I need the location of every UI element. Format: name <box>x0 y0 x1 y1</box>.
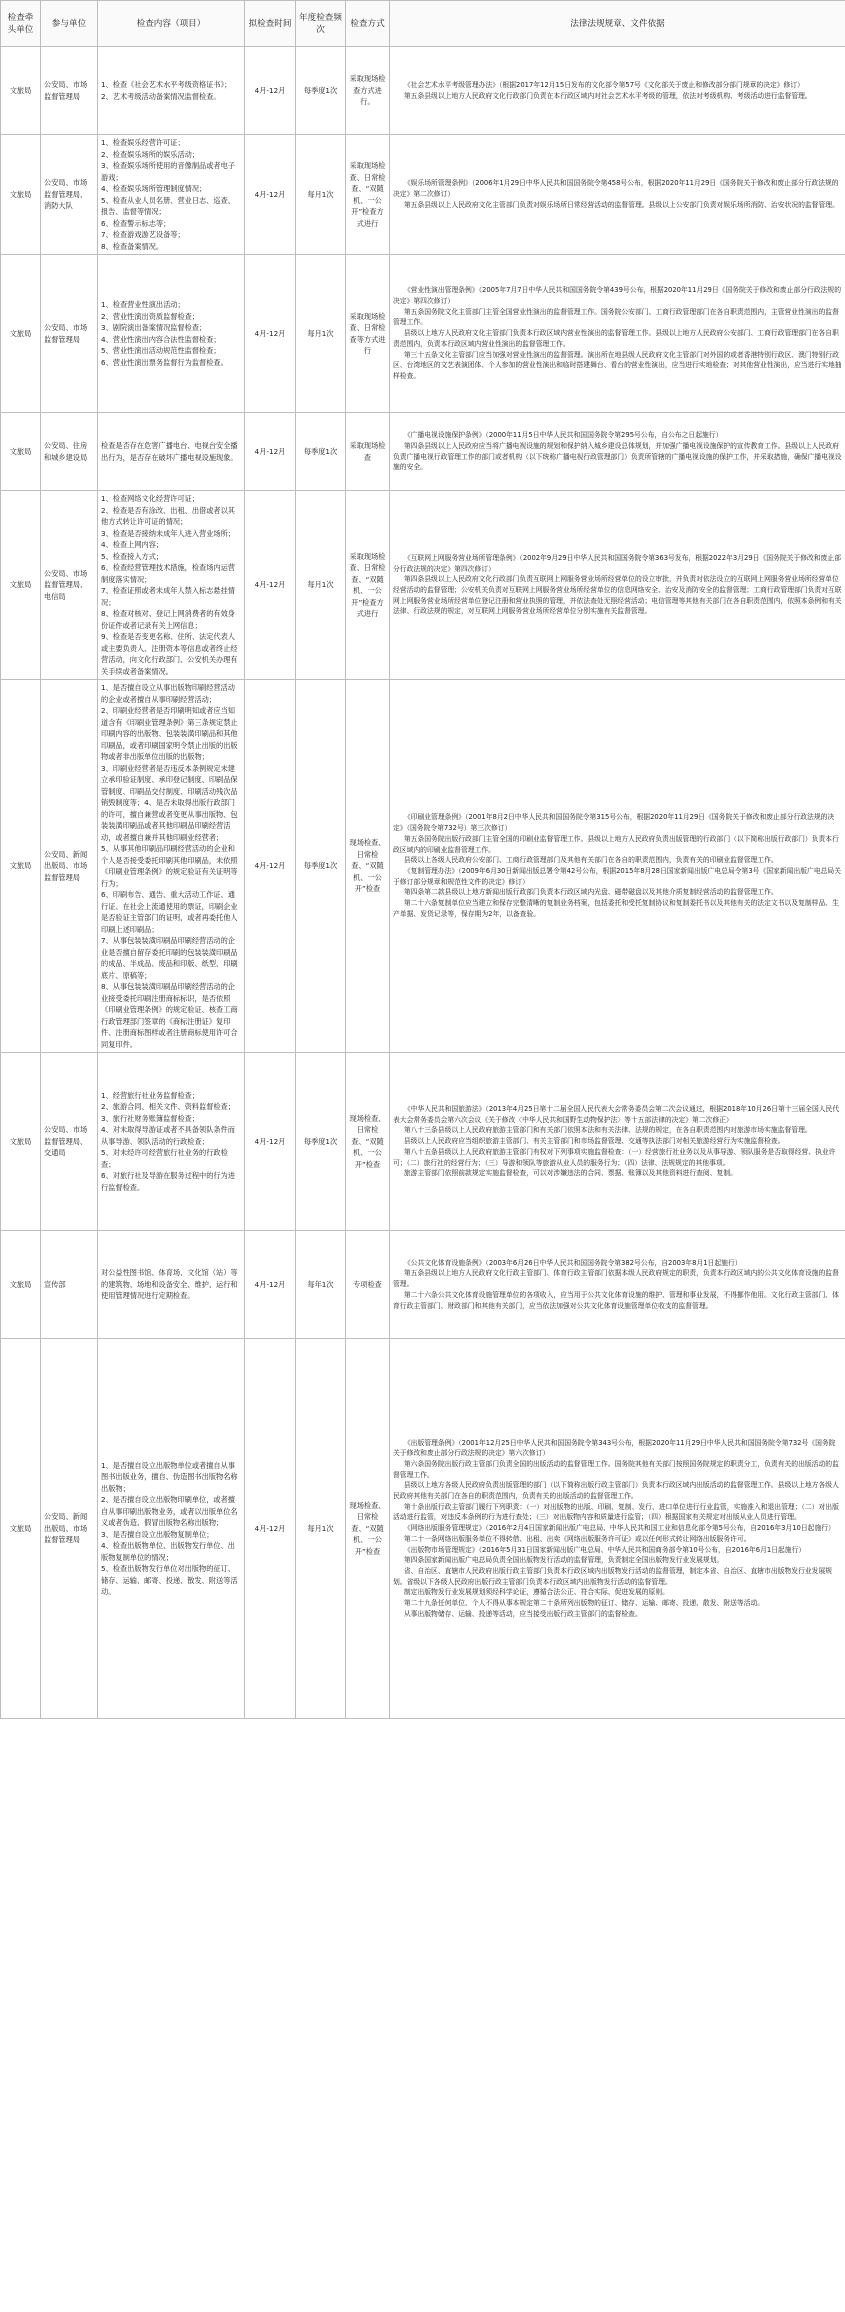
basis-paragraph: 《娱乐场所管理条例》（2006年1月29日中华人民共和国国务院令第458号公布，根据2020年11月29日《国务院关于修改和废止部分行政法规的决定》第二次修订） <box>393 179 839 199</box>
time-cell: 4月-12月 <box>245 1231 296 1339</box>
lead-unit-cell: 文旅局 <box>1 413 41 491</box>
basis-paragraph: 第二十一条网络出版服务单位不得转借、出租、出卖《网络出版服务许可证》或以任何形式转让网络出版服务许可。 <box>403 1534 751 1543</box>
content-cell <box>98 680 245 1053</box>
basis-paragraph: 《网络出版服务管理规定》（2016年2月4日国家新闻出版广电总局、中华人民共和国工业和信息化部令第5号公布，自2016年3月10日起施行） <box>403 1524 835 1533</box>
time-cell: 4月-12月 <box>245 47 296 135</box>
header-frequency: 年度检查频次 <box>296 1 346 47</box>
content-item: 7、检查证照或者未成年人禁入标志悬挂情况； <box>101 586 235 607</box>
basis-paragraph: 第五条国务院文化主管部门主管全国营业性演出的监督管理工作。国务院公安部门、工商行政管理部门在各自职责范围内，主管营业性演出的监督管理工作。 <box>393 307 839 327</box>
basis-paragraph: 第八十三条县级以上人民政府旅游主管部门和有关部门依照本法和有关法律、法规的规定，在各自职责范围内对旅游市场实施监督管理。 <box>403 1126 812 1135</box>
method-cell: 专项检查 <box>346 1231 390 1339</box>
content-item: 8、检查对核对、登记上网消费者的有效身份证件或者记录有关上网信息； <box>101 609 235 630</box>
content-item: 4、营业性演出内容合法性监督检查； <box>101 334 221 344</box>
basis-paragraph: 《印刷业管理条例》（2001年8月2日中华人民共和国国务院令第315号公布，根据2020年11月29日《国务院关于修改和废止部分行政法规的决定》（国务院令第732号）第三次修订） <box>393 813 835 833</box>
frequency-cell: 每季度1次 <box>296 1053 346 1231</box>
method-cell: 现场检查、日常检查、“双随机、一公开”检查 <box>346 1339 390 1719</box>
content-item: 1、检查娱乐经营许可证； <box>101 138 185 147</box>
table-row <box>1 47 845 135</box>
basis-paragraph: 第五条国务院出版行政部门主管全国的印刷业监督管理工作。县级以上地方人民政府负责出版管理的行政部门（以下简称出版行政部门）负责本行政区域内的印刷业监督管理工作。 <box>393 834 839 854</box>
content-item: 9、检查是否变更名称、住所、法定代表人或主要负责人、注册资本等信息或者终止经营活动，向文化行政部门、公安机关办理有关手续或者备案情况。 <box>101 632 238 676</box>
basis-paragraph: 县级以上各级人民政府公安部门、工商行政管理部门及其他有关部门在各自的职责范围内，负责有关的印刷业监督管理工作。 <box>403 856 778 865</box>
table-row <box>1 1053 845 1231</box>
time-cell: 4月-12月 <box>245 413 296 491</box>
content-item: 3、剧院演出备案情况监督检查； <box>101 323 207 332</box>
time-cell: 4月-12月 <box>245 1339 296 1719</box>
table-row <box>1 255 845 413</box>
method-cell: 采取现场检查方式进行。 <box>346 47 390 135</box>
content-item: 5、对未经许可经营旅行社业务的行政检查； <box>101 1148 228 1169</box>
method-cell: 现场检查、日常检查、“双随机、一公开”检查 <box>346 680 390 1053</box>
basis-paragraph: 第六条国务院出版行政主管部门负责全国的出版活动的监督管理工作。国务院其他有关部门按照国务院规定的职责分工，负责有关的出版活动的监督管理工作。 <box>393 1459 839 1479</box>
header-method: 检查方式 <box>346 1 390 47</box>
content-item: 对公益性图书馆、体育场、文化馆（站）等的建筑物、场地和设备安全、维护、运行和使用管理情况进行定期检查。 <box>101 1268 238 1301</box>
basis-paragraph: 《复制管理办法》（2009年6月30日新闻出版总署令第42号公布，根据2015年8月28日国家新闻出版广电总局令第3号《国家新闻出版广电总局关于修订部分规章和规范性文件的决定》修订） <box>393 867 842 886</box>
method-cell: 采取现场检查、日常检查等方式进行 <box>346 255 390 413</box>
basis-paragraph: 《广播电视设施保护条例》（2000年11月5日中华人民共和国国务院令第295号公布，自公布之日起施行） <box>403 431 723 440</box>
content-cell <box>98 255 245 413</box>
basis-cell <box>390 47 845 135</box>
frequency-cell: 每月1次 <box>296 135 346 255</box>
participants-cell: 公安局、新闻出版局、市场监督管理局 <box>41 680 98 1053</box>
participants-cell: 公安局、市场监督管理局、交通局 <box>41 1053 98 1231</box>
table-header-row <box>1 1 845 47</box>
content-item: 3、检查是否接纳未成年人进入营业场所；4、检查上网内容； <box>101 528 235 549</box>
frequency-cell: 每季度1次 <box>296 680 346 1053</box>
basis-paragraph: 第四条县级以上人民政府文化行政部门负责互联网上网服务营业场所经营单位的设立审批，并负责对依法设立的互联网上网服务营业场所经营单位经营活动的监督管理；公安机关负责对互联网上网服务营业场所经营单位的信息网络安全、治安及消防安全的监督管理；工商行政管理部门负责对互联网上网服务营业场所经营单位登记注册和营业执照的管理，并依法查处无照经营活动；电信管理等其他有关部门在各自职责范围内，依照本条例和有关法律、行政法规的规定，对互联网上网服务营业场所经营单位分别实施有关监督管理。 <box>393 575 842 616</box>
content-item: 检查是否存在危害广播电台、电视台安全播出行为，是否存在破坏广播电视设施现象。 <box>101 441 238 462</box>
header-participants: 参与单位 <box>41 1 98 47</box>
basis-cell <box>390 680 845 1053</box>
basis-paragraph: 省、自治区、直辖市人民政府出版行政主管部门负责本行政区域内出版物发行活动的监督管理，制定本省、自治区、直辖市出版物发行业发展规划。省级以下各级人民政府出版行政主管部门负责本行政区域内出版物发行活动的监督管理。 <box>393 1566 833 1586</box>
basis-paragraph: 第二十六条公共文化体育设施管理单位的各项收入，应当用于公共文化体育设施的维护、管理和事业发展，不得挪作他用。文化行政主管部门、体育行政主管部门、财政部门和其他有关部门，应当依法加强对公共文化体育设施管理单位收支的监督管理。 <box>393 1290 839 1310</box>
content-item: 7、从事包装装潢印刷品印刷经营活动的企业是否擅自留存委托印刷的包装装潢印刷品的成品、半成品、废品和印版、纸型、印刷底片、原稿等； <box>101 936 238 980</box>
basis-cell <box>390 1339 845 1719</box>
content-item: 2、印刷业经营者是否印刷明知或者应当知道含有《印刷业管理条例》第三条规定禁止印刷内容的出版物、包装装潢印刷品和其他印刷品，或者印刷国家明令禁止出版的出版物或者非出版单位出版的出版物； <box>101 706 238 761</box>
content-item: 5、营业性演出活动规范性监督检查； <box>101 346 221 355</box>
header-basis: 法律法规规章、文件依据 <box>390 1 845 47</box>
table-row <box>1 491 845 680</box>
content-item: 2、检查娱乐场所的娱乐活动； <box>101 149 200 159</box>
method-cell: 采取现场检查 <box>346 413 390 491</box>
basis-cell <box>390 255 845 413</box>
participants-cell: 公安局、新闻出版局、市场监督管理局 <box>41 1339 98 1719</box>
time-cell: 4月-12月 <box>245 255 296 413</box>
basis-paragraph: 第五条县级以上地方人民政府文化行政主管部门、体育行政主管部门依据本级人民政府规定的职责，负责本行政区域内的公共文化体育设施的监督管理。 <box>393 1269 839 1289</box>
basis-cell <box>390 135 845 255</box>
frequency-cell: 每季度1次 <box>296 47 346 135</box>
participants-cell: 公安局、市场监督管理局、电信局 <box>41 491 98 680</box>
content-item: 6、检查警示标志等； <box>101 218 171 228</box>
time-cell: 4月-12月 <box>245 491 296 680</box>
basis-cell <box>390 491 845 680</box>
content-item: 6、对旅行社及导游在服务过程中的行为进行监督检查。 <box>101 1171 235 1192</box>
content-item: 2、旅游合同、相关文件、资料监督检查；3、旅行社财务账簿监督检查； <box>101 1102 235 1123</box>
table-row <box>1 1339 845 1719</box>
content-cell <box>98 413 245 491</box>
basis-paragraph: 《中华人民共和国旅游法》（2013年4月25日第十二届全国人民代表大会常务委员会第二次会议通过，根据2018年10月26日第十三届全国人民代表大会常务委员会第六次会议《关于修改〈中华人民共和国野生动物保护法〉等十五部法律的决定》第二次修正） <box>393 1105 840 1124</box>
participants-cell: 公安局、市场监督管理局、消防大队 <box>41 135 98 255</box>
content-item: 5、检查接入方式； <box>101 551 164 561</box>
basis-paragraph: 《公共文化体育设施条例》（2003年6月26日中华人民共和国国务院令第382号公布，自2003年8月1日起施行） <box>403 1258 742 1267</box>
content-item: 4、检查娱乐场所管理制度情况； <box>101 184 207 193</box>
content-item: 6、检查经营管理技术措施，检查场内运营制度落实情况； <box>101 563 235 584</box>
content-item: 6、印刷布告、通告、重大活动工作证、通行证、在社会上流通使用的票证，印刷企业是否验证主管部门的证明，或者再委托他人印刷上述印刷品； <box>101 890 238 934</box>
basis-cell <box>390 1231 845 1339</box>
time-cell: 4月-12月 <box>245 135 296 255</box>
content-item: 3、是否擅自设立出版物复制单位； <box>101 1529 214 1539</box>
content-item: 5、从事其他印刷品印刷经营活动的企业和个人是否接受委托印刷其他印刷品，未依照《印刷业管理条例》的规定验证有关证明等行为； <box>101 844 238 888</box>
method-cell: 采取现场检查、日常检查、“双随机、一公开”检查方式进行 <box>346 491 390 680</box>
frequency-cell: 每季度1次 <box>296 413 346 491</box>
content-item: 1、是否擅自设立出版物单位或者擅自从事图书出版业务，擅自、伪造图书出版物名称出版物； <box>101 1460 238 1493</box>
content-cell <box>98 135 245 255</box>
basis-paragraph: 第四条第二款县级以上地方新闻出版行政部门负责本行政区域内光盘、磁带磁盘以及其他介质复制经营活动的监督管理工作。 <box>403 888 778 897</box>
basis-paragraph: 第二十九条任何单位、个人不得从事本规定第二十条所列出版物的征订、储存、运输、邮寄、投递、散发、附送等活动。 <box>403 1599 765 1608</box>
basis-paragraph: 第二十六条复制单位应当建立和保存完整清晰的复制业务档案，包括委托和受托复制协议和复制委托书以及其他有关的法定文书以及复制样品、生产单据、发货记录等，保存期为2年，以备查验。 <box>393 899 839 918</box>
header-time: 拟检查时间 <box>245 1 296 47</box>
content-item: 3、检查娱乐场所使用的音像制品或者电子游戏； <box>101 161 235 182</box>
content-item: 5、检查出版物发行单位对出版物的征订、储存、运输、邮寄、投递、散发、附送等活动。 <box>101 1564 238 1596</box>
lead-unit-cell: 文旅局 <box>1 47 41 135</box>
frequency-cell: 每月1次 <box>296 1339 346 1719</box>
basis-paragraph: 《出版管理条例》（2001年12月25日中华人民共和国国务院令第343号公布，根据2020年11月29日中华人民共和国国务院令第732号《国务院关于修改和废止部分行政法规的决定》第六次修订） <box>393 1438 836 1458</box>
basis-paragraph: 第八十五条县级以上人民政府旅游主管部门有权对下列事项实施监督检查：（一）经营旅行社业务以及从事导游、领队服务是否取得经营、执业许可；（二）旅行社的经营行为；（三）导游和领队等旅游从业人员的服务行为；（四）法律、法规规定的其他事项。 <box>393 1147 836 1167</box>
content-item: 8、从事包装装潢印刷品印刷经营活动的企业接受委托印刷注册商标标识，是否依照《印刷业管理条例》的规定验证、核查工商行政管理部门签章的《商标注册证》复印件、注册商标图样或者注册商标使用许可合同复印件。 <box>101 982 238 1049</box>
lead-unit-cell: 文旅局 <box>1 1053 41 1231</box>
table-row <box>1 680 845 1053</box>
content-cell <box>98 491 245 680</box>
lead-unit-cell: 文旅局 <box>1 680 41 1053</box>
content-item: 4、对未取得导游证或者不具备领队条件而从事导游、领队活动的行政检查； <box>101 1125 235 1146</box>
basis-paragraph: 旅游主管部门依照前款规定实施监督检查，可以对涉嫌违法的合同、票据、账簿以及其他资料进行查阅、复制。 <box>403 1169 737 1178</box>
basis-paragraph: 县级以上地方人民政府文化主管部门负责本行政区域内营业性演出的监督管理工作。县级以上地方人民政府公安部门、工商行政管理部门在各自职责范围内，负责本行政区域内营业性演出的监督管理工作。 <box>393 329 839 348</box>
table-row <box>1 1231 845 1339</box>
participants-cell: 公安局、市场监督管理局 <box>41 255 98 413</box>
content-item: 1、是否擅自设立从事出版物印刷经营活动的企业或者擅自从事印刷经营活动； <box>101 683 235 704</box>
header-content: 检查内容（项目） <box>98 1 245 47</box>
lead-unit-cell: 文旅局 <box>1 135 41 255</box>
content-item: 2、检查是否有涂改、出租、出借或者以其他方式转让许可证的情况； <box>101 505 235 526</box>
content-item: 1、检查《社会艺术水平考级资格证书》；2、艺术考级活动备案情况监督检查。 <box>101 80 232 101</box>
content-item: 4、检查出版物单位、出版物发行单位、出版物复制单位的情况； <box>101 1541 235 1562</box>
content-item: 1、经营旅行社业务监督检查； <box>101 1090 200 1100</box>
time-cell: 4月-12月 <box>245 680 296 1053</box>
table-row <box>1 135 845 255</box>
basis-paragraph: 第五条县级以上人民政府文化主管部门负责对娱乐场所日常经营活动的监督管理。县级以上公安部门负责对娱乐场所消防、治安状况的监督管理。 <box>403 200 839 209</box>
method-cell: 采取现场检查、日常检查、“双随机、一公开”检查方式进行 <box>346 135 390 255</box>
participants-cell: 公安局、住房和城乡建设局 <box>41 413 98 491</box>
time-cell: 4月-12月 <box>245 1053 296 1231</box>
basis-paragraph: 第四条国家新闻出版广电总局负责全国出版物发行活动的监督管理，负责制定全国出版物发行业发展规划。 <box>403 1556 724 1565</box>
content-item: 2、营业性演出资质监督检查； <box>101 311 200 321</box>
basis-cell <box>390 1053 845 1231</box>
content-item: 7、检查游戏游艺设备等； <box>101 230 185 239</box>
content-item: 6、营业性演出票务监督行为监督检查。 <box>101 357 228 367</box>
basis-paragraph: 第五条县级以上地方人民政府文化行政部门负责在本行政区域内对社会艺术水平考级的管理，依法对考级机构、考级活动进行监督管理。 <box>403 91 812 100</box>
basis-paragraph: 第三十五条文化主管部门应当加强对营业性演出的监督管理。演出所在地县级人民政府文化主管部门对外国的或者香港特别行政区、澳门特别行政区、台湾地区的文艺表演团体、个人参加的营业性演出和临时搭建舞台、看台的营业性演出，应当进行实地检查；对其他营业性演出，应当进行实地抽样检查。 <box>393 350 842 380</box>
content-cell <box>98 1053 245 1231</box>
basis-paragraph: 《互联网上网服务营业场所管理条例》（2002年9月29日中华人民共和国国务院令第363号发布，根据2022年3月29日《国务院关于修改和废止部分行政法规的决定》第四次修订） <box>393 553 842 573</box>
content-item: 5、检查从业人员名册、营业日志、巡查、报告、监督等情况； <box>101 195 235 216</box>
basis-paragraph: 《社会艺术水平考级管理办法》（根据2017年12月15日发布的文化部令第57号《文化部关于废止和修改部分部门规章的决定》修订） <box>403 80 804 89</box>
table-row <box>1 413 845 491</box>
participants-cell: 公安局、市场监督管理局 <box>41 47 98 135</box>
basis-paragraph: 《营业性演出管理条例》（2005年7月7日中华人民共和国国务院令第439号公布，根据2020年11月29日《国务院关于修改和废止部分行政法规的决定》第四次修订） <box>393 286 842 306</box>
content-item: 8、检查备案情况。 <box>101 241 164 251</box>
content-item: 3、印刷业经营者是否违反本条例规定未建立承印验证制度、承印登记制度、印刷品保管制度、印刷品交付制度、印刷活动残次品销毁制度等；4、是否未取得出版行政部门的许可，擅自兼营或者变更从事出版物、包装装潢印刷品或者其他印刷品印刷经营活动，或者擅自兼并其他印刷业经营者； <box>101 763 238 842</box>
basis-paragraph: 《出版物市场管理规定》（2016年5月31日国家新闻出版广电总局、中华人民共和国商务部令第10号公布，自2016年6月1日起施行） <box>403 1545 806 1554</box>
header-lead-unit: 检查牵头单位 <box>1 1 41 47</box>
frequency-cell: 每月1次 <box>296 255 346 413</box>
content-cell <box>98 47 245 135</box>
content-cell <box>98 1231 245 1339</box>
basis-paragraph: 从事出版物储存、运输、投递等活动，应当接受出版行政主管部门的监督检查。 <box>403 1609 642 1618</box>
content-item: 1、检查营业性演出活动； <box>101 300 185 309</box>
basis-paragraph: 县级以上地方各级人民政府负责出版管理的部门（以下简称出版行政主管部门）负责本行政区域内出版活动的监督管理工作。县级以上地方各级人民政府其他有关部门在各自的职责范围内，负责有关的出版活动的监督管理工作。 <box>393 1481 839 1501</box>
lead-unit-cell: 文旅局 <box>1 1339 41 1719</box>
method-cell: 现场检查、日常检查、“双随机、一公开”检查 <box>346 1053 390 1231</box>
basis-paragraph: 第四条县级以上人民政府应当将广播电视设施的规划和保护纳入城乡建设总体规划，并加强广播电视设施保护的宣传教育工作。县级以上人民政府负责广播电视行政管理工作的部门或者机构（以下统称广播电视行政管理部门）负责所管辖的广播电视设施的保护工作，并采取措施，确保广播电视设施的安全。 <box>393 441 842 472</box>
basis-paragraph: 县级以上人民政府应当组织旅游主管部门、有关主管部门和市场监督管理、交通等执法部门对相关旅游经营行为实施监督检查。 <box>403 1137 785 1146</box>
basis-cell <box>390 413 845 491</box>
frequency-cell: 每年1次 <box>296 1231 346 1339</box>
basis-paragraph: 制定出版物发行业发展规划须经科学论证，遵循合法公正、符合实际、促进发展的原则。 <box>403 1588 669 1597</box>
lead-unit-cell: 文旅局 <box>1 1231 41 1339</box>
content-cell <box>98 1339 245 1719</box>
lead-unit-cell: 文旅局 <box>1 491 41 680</box>
content-item: 1、检查网络文化经营许可证； <box>101 494 200 503</box>
participants-cell: 宣传部 <box>41 1231 98 1339</box>
basis-paragraph: 第十条出版行政主管部门履行下列职责：（一）对出版物的出版、印刷、复制、发行、进口单位进行行业监管，实施准入和退出管理；（二）对出版活动进行监管，对违反本条例的行为进行查处；（三）对出版物内容和质量进行监管；（四）根据国家有关规定对出版从业人员进行管理。 <box>393 1502 839 1522</box>
content-item: 2、是否擅自设立出版物印刷单位，或者擅自从事印刷出版物业务，或者以出版单位名义或者伪造、假冒出版物名称出版物； <box>101 1495 238 1527</box>
lead-unit-cell: 文旅局 <box>1 255 41 413</box>
frequency-cell: 每月1次 <box>296 491 346 680</box>
